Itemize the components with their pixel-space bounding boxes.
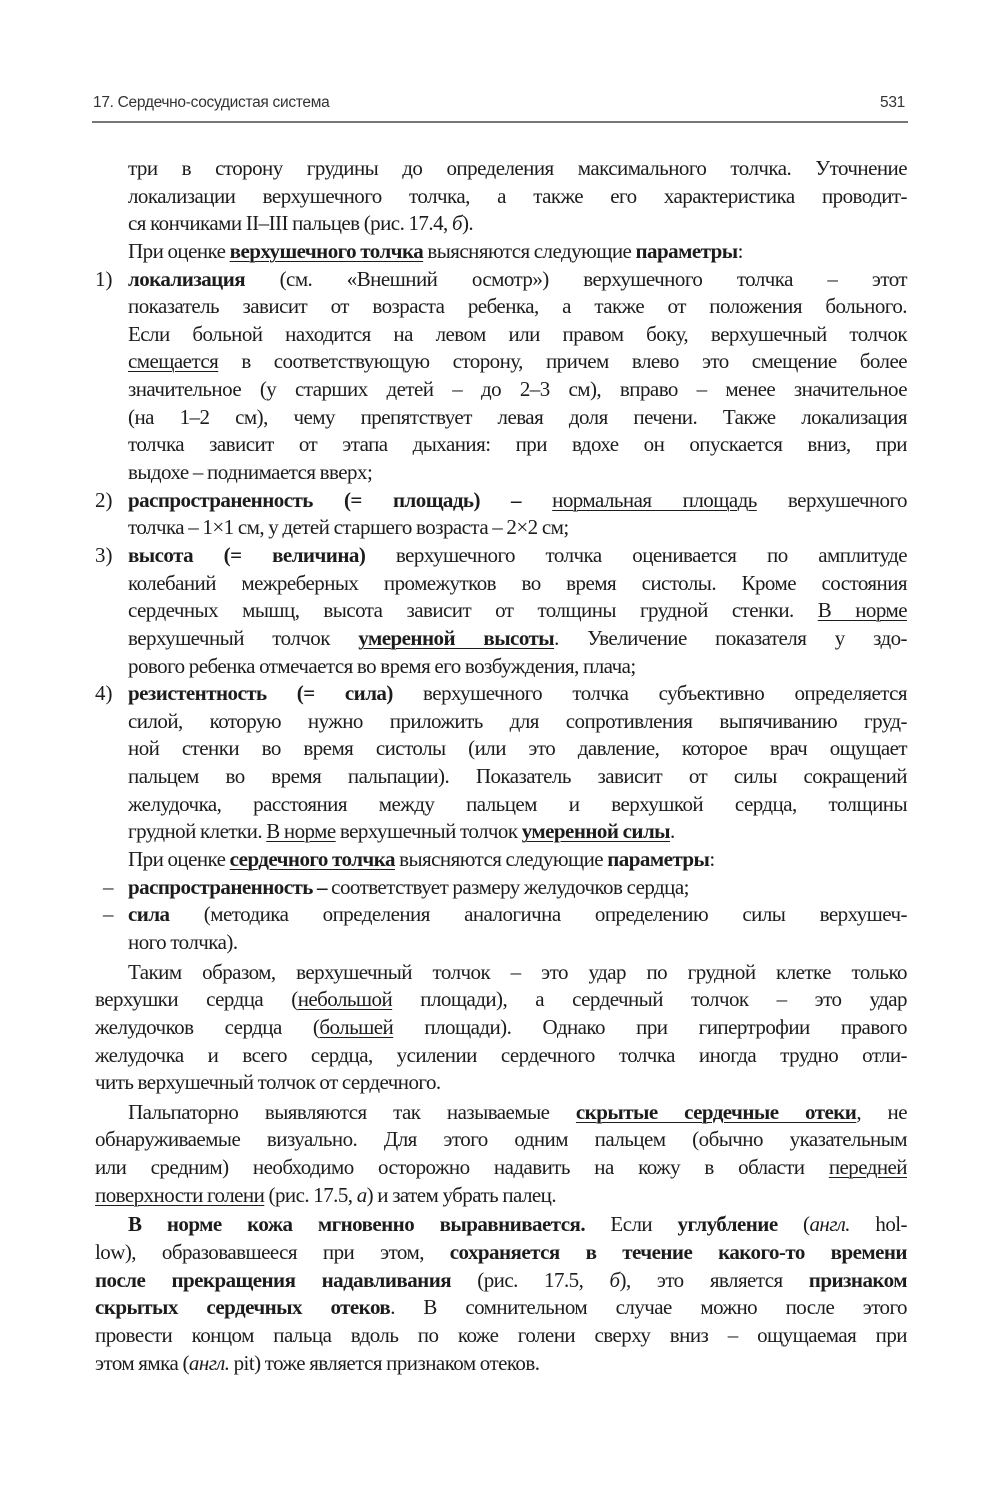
heart-parameters-list bbox=[0, 874, 1000, 957]
text-line: локализации верхушечного толчка, а также его характеристика проводит- bbox=[128, 183, 907, 208]
list-item-extent: – распространенность – соответствует размеру желудочков сердца; bbox=[0, 874, 1000, 902]
chapter-title: 17. Сердечно-сосудистая система bbox=[93, 94, 330, 111]
apex-parameters-list bbox=[0, 266, 1000, 846]
header-rule bbox=[92, 121, 908, 123]
term-hidden-edema: скрытые сердечные отеки bbox=[575, 1099, 857, 1124]
dash-bullet: – bbox=[103, 902, 114, 927]
heart-beat-intro: При оценке сердечного толчка выясняются следующие параметры: bbox=[128, 847, 715, 872]
list-number: 3) bbox=[95, 542, 113, 567]
text-line: ся кончиками II–III пальцев (рис. 17.4, б). bbox=[128, 211, 474, 236]
list-number: 4) bbox=[95, 681, 113, 706]
list-item-localization: 1) локализация (см. «Внешний осмотр») верхушечного толчка – этот показатель зависит от возраста ребенка, а также от положения больного. Если больной находится на левом или правом боку, верхушечный толчок смещается в соответствующую сторону, причем влево это смещение более значительное (у старших детей – до 2–3 см), вправо – менее значительное (на 1–2 см), чему препятствует левая доля печени. Также локализация толчка зависит от этапа дыхания: при вдохе он опускается вниз, при выдохе – поднимается вверх; bbox=[95, 266, 907, 485]
running-header bbox=[93, 92, 907, 116]
hidden-edema-paragraph: Пальпаторно выявляются так называемые скрытые сердечные отеки, не обнаруживаемые визуально. Для этого одним пальцем (обычно указательным или средним) необходимо осторожно надавить на кожу в области передней поверхности голени (рис. 17.5, а) и затем убрать палец. bbox=[95, 1099, 907, 1207]
list-item-height: 3) высота (= величина) верхушечного толчка оценивается по амплитуде колебаний межреберных промежутков во время систолы. Кроме состояния сердечных мышц, высота зависит от толщины грудной стенки. В норме верхушечный толчок умеренной высоты. Увеличение показателя у здо- рового ребенка отмечается во время его возбуждения, плача; bbox=[95, 542, 908, 678]
apex-beat-intro: При оценке верхушечного толчка выясняются следующие параметры: bbox=[128, 238, 743, 263]
norm-skin-paragraph: В норме кожа мгновенно выравнивается. Если углубление (англ. hol- low), образовавшееся при этом, сохраняется в течение какого-то времени после прекращения надавливания (рис. 17.5, б), это является признаком скрытых сердечных отеков. В сомнительном случае можно после этого провести концом пальца вдоль по коже голени сверху вниз – ощущаемая при этом ямка (англ. pit) тоже является признаком отеков. bbox=[95, 1212, 907, 1375]
list-item-resistance: 4) резистентность (= сила) верхушечного толчка субъективно определяется силой, которую нужно приложить для сопротивления выпячиванию груд- ной стенки во время систолы (или это давление, которое врач ощущает пальцем во время пальпации). Показатель зависит от силы сокращений желудочка, расстояния между пальцем и верхушкой сердца, толщины грудной клетки. В норме верхушечный толчок умеренной силы. bbox=[95, 681, 907, 844]
list-item-area: 2) распространенность (= площадь) – нормальная площадь верхушечного толчка – 1×1 см, у детей старшего возраста – 2×2 см; bbox=[95, 487, 908, 540]
summary-paragraph: Таким образом, верхушечный толчок – это удар по грудной клетке только верхушки сердца (небольшой площади), а сердечный толчок – это удар желудочков сердца (большей площади). Однако при гипертрофии правого желудочка и всего сердца, усилении сердечного толчка иногда трудно отли- чить верхушечный толчок от сердечного. bbox=[95, 959, 907, 1095]
term-apex-beat: верхушечного толчка bbox=[229, 238, 424, 263]
page-body bbox=[0, 155, 1000, 1377]
continuation-paragraph bbox=[0, 155, 1000, 238]
page-number: 531 bbox=[880, 94, 905, 111]
term-heart-beat: сердечного толчка bbox=[229, 847, 395, 872]
text-line: три в сторону грудины до определения максимального толчка. Уточнение bbox=[128, 156, 907, 180]
list-number: 1) bbox=[95, 266, 113, 291]
list-number: 2) bbox=[95, 487, 113, 512]
list-item-strength: – сила (методика определения аналогична определению силы верхушеч- ного толчка). bbox=[103, 902, 907, 954]
dash-bullet: – bbox=[103, 874, 114, 899]
